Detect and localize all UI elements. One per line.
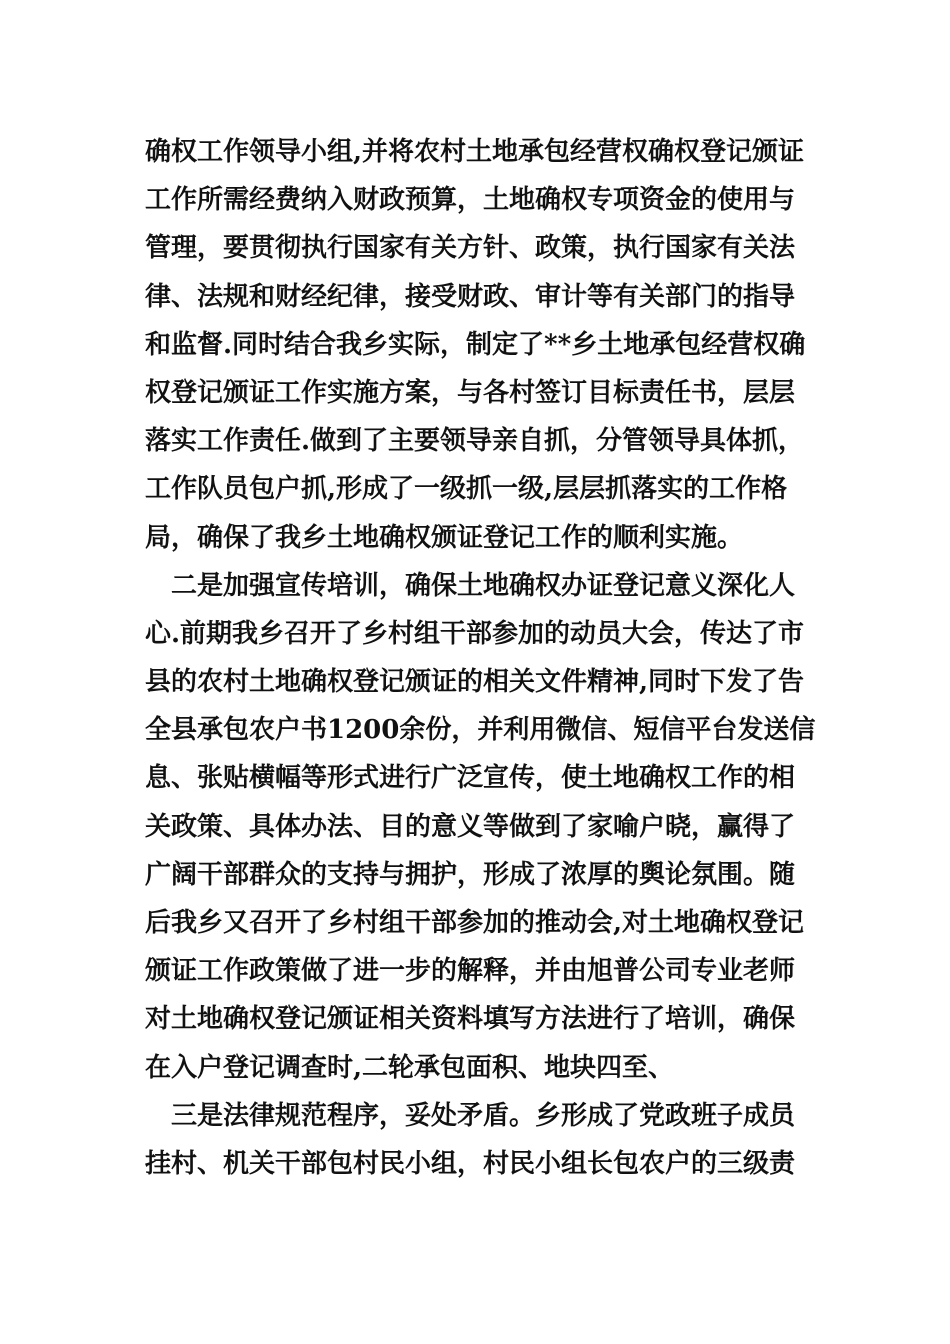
text-line: 局，确保了我乡土地确权颁证登记工作的顺利实施。 <box>145 522 744 553</box>
text-line: 落实工作责任.做到了主要领导亲自抓，分管领导具体抓， <box>145 426 805 457</box>
text-line: 工作队员包户抓,形成了一级抓一级,层层抓落实的工作格 <box>145 474 788 505</box>
text-line: 广阔干部群众的支持与拥护，形成了浓厚的舆论氛围。随 <box>145 859 796 890</box>
text-line: 工作所需经费纳入财政预算，土地确权专项资金的使用与 <box>145 185 796 216</box>
document-body <box>145 128 816 1188</box>
text-line: 息、张贴横幅等形式进行广泛宣传，使土地确权工作的相 <box>145 763 796 794</box>
text-line: 全县承包农户书1200余份，并利用微信、短信平台发送信 <box>145 715 816 746</box>
text-line: 确权工作领导小组,并将农村土地承包经营权确权登记颁证 <box>145 137 805 167</box>
text-line: 挂村、机关干部包村民小组，村民小组长包农户的三级责 <box>145 1148 796 1179</box>
text-line: 和监督.同时结合我乡实际，制定了**乡土地承包经营权确 <box>145 329 806 360</box>
text-line: 在入户登记调查时,二轮承包面积、地块四至、 <box>145 1052 675 1083</box>
text-line: 心.前期我乡召开了乡村组干部参加的动员大会，传达了市 <box>145 618 805 649</box>
text-line: 颁证工作政策做了进一步的解释，并由旭普公司专业老师 <box>145 956 796 987</box>
text-line: 关政策、具体办法、目的意义等做到了家喻户晓，赢得了 <box>145 811 796 842</box>
paragraph-start-line: 三是法律规范程序，妥处矛盾。乡形成了党政班子成员 <box>171 1100 796 1131</box>
text-line: 对土地确权登记颁证相关资料填写方法进行了培训，确保 <box>145 1004 796 1035</box>
text-line: 律、法规和财经纪律，接受财政、审计等有关部门的指导 <box>145 281 796 312</box>
text-line: 权登记颁证工作实施方案，与各村签订目标责任书，层层 <box>145 377 796 408</box>
text-line: 管理，要贯彻执行国家有关方针、政策，执行国家有关法 <box>145 233 796 264</box>
text-line: 县的农村土地确权登记颁证的相关文件精神,同时下发了告 <box>145 667 805 698</box>
paragraph-start-line: 二是加强宣传培训，确保土地确权办证登记意义深化人 <box>171 570 796 601</box>
text-line: 后我乡又召开了乡村组干部参加的推动会,对土地确权登记 <box>145 908 805 938</box>
